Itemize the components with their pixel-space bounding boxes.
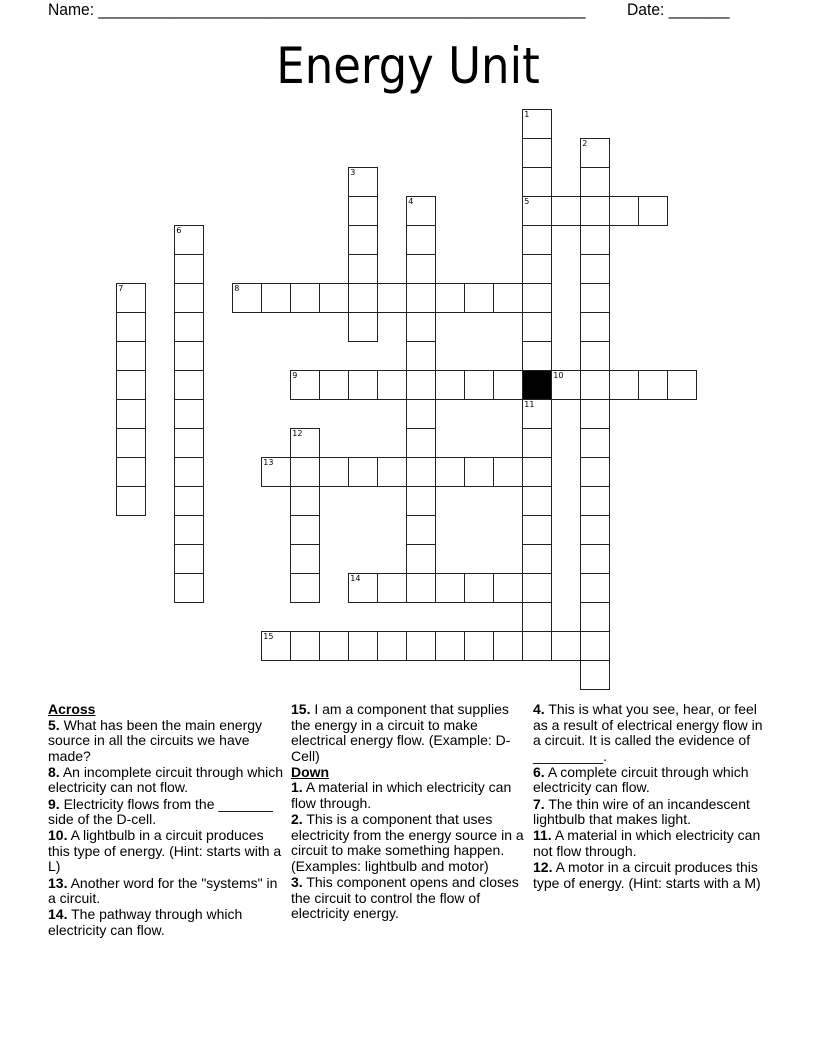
grid-cell[interactable]: [174, 225, 204, 255]
grid-cell[interactable]: [522, 573, 552, 603]
grid-cell[interactable]: [290, 457, 320, 487]
clue-across-14: 14. The pathway through which electricity can flow.: [48, 906, 243, 938]
clue-number: 11: [524, 400, 535, 410]
clue-number: 5: [524, 197, 530, 207]
grid-cell[interactable]: [406, 631, 436, 661]
grid-cell[interactable]: [580, 660, 610, 690]
grid-cell[interactable]: [522, 167, 552, 197]
grid-cell[interactable]: [580, 573, 610, 603]
grid-cell[interactable]: [522, 486, 552, 516]
grid-cell[interactable]: [638, 196, 668, 226]
grid-cell[interactable]: [406, 225, 436, 255]
clue-number: 3: [350, 168, 356, 178]
grid-cell[interactable]: [580, 486, 610, 516]
grid-cell[interactable]: [493, 457, 523, 487]
grid-cell[interactable]: [290, 486, 320, 516]
grid-cell[interactable]: [464, 457, 494, 487]
grid-cell[interactable]: [174, 254, 204, 284]
grid-cell[interactable]: [290, 573, 320, 603]
grid-cell[interactable]: [261, 631, 291, 661]
clue-number: 4: [408, 197, 414, 207]
grid-cell[interactable]: [290, 515, 320, 545]
grid-cell[interactable]: [522, 631, 552, 661]
grid-cell[interactable]: [261, 457, 291, 487]
grid-cell[interactable]: [580, 544, 610, 574]
grid-cell[interactable]: [580, 515, 610, 545]
grid-cell[interactable]: [522, 515, 552, 545]
clue-number: 13: [263, 458, 274, 468]
clue-across-13: 13. Another word for the "systems" in a circuit.: [48, 874, 278, 907]
clues-column-2: [291, 702, 531, 922]
page-title: Energy Unit: [276, 37, 540, 95]
grid-cell[interactable]: [174, 544, 204, 574]
grid-cell[interactable]: [522, 283, 552, 313]
grid-cell[interactable]: [435, 631, 465, 661]
grid-cell[interactable]: [116, 457, 146, 487]
grid-cell[interactable]: [580, 283, 610, 313]
grid-cell[interactable]: [580, 138, 610, 168]
clue-number: 15: [263, 632, 274, 642]
grid-cell[interactable]: [406, 399, 436, 429]
grid-cell[interactable]: [493, 283, 523, 313]
grid-cell[interactable]: [116, 428, 146, 458]
clue-across-5: 5. What has been the main energy source in all the circuits we have made?: [48, 716, 263, 764]
grid-cell[interactable]: [406, 196, 436, 226]
grid-cell[interactable]: [406, 515, 436, 545]
grid-cell[interactable]: [435, 370, 465, 400]
grid-cell[interactable]: [406, 486, 436, 516]
clue-down-4: 4. This is what you see, hear, or feel as a result of electrical energy flow in a circuit. It is called the evidence of _________.: [533, 701, 763, 764]
grid-cell[interactable]: [116, 486, 146, 516]
grid-cell[interactable]: [406, 573, 436, 603]
grid-cell[interactable]: [522, 341, 552, 371]
grid-cell[interactable]: [290, 370, 320, 400]
clues-column-1: [48, 702, 288, 939]
grid-cell[interactable]: [406, 457, 436, 487]
grid-cell[interactable]: [174, 486, 204, 516]
clue-across-8: 8. An incomplete circuit through which electricity can not flow.: [48, 763, 284, 796]
grid-cell[interactable]: [667, 370, 697, 400]
grid-cell[interactable]: [522, 602, 552, 632]
grid-cell[interactable]: [348, 283, 378, 313]
grid-cell[interactable]: [261, 283, 291, 313]
grid-cell[interactable]: [522, 254, 552, 284]
grid-cell[interactable]: [551, 631, 581, 661]
grid-cell[interactable]: [348, 370, 378, 400]
clue-number: 10: [553, 371, 564, 381]
grid-cell[interactable]: [551, 370, 581, 400]
grid-cell[interactable]: [522, 544, 552, 574]
grid-cell[interactable]: [319, 283, 349, 313]
grid-cell[interactable]: [406, 544, 436, 574]
grid-cell[interactable]: [580, 457, 610, 487]
grid-cell[interactable]: [290, 428, 320, 458]
grid-cell[interactable]: [580, 312, 610, 342]
grid-cell[interactable]: [522, 457, 552, 487]
grid-cell[interactable]: [522, 109, 552, 139]
grid-cell[interactable]: [580, 341, 610, 371]
grid-cell[interactable]: [319, 457, 349, 487]
grid-cell[interactable]: [580, 225, 610, 255]
grid-cell[interactable]: [116, 399, 146, 429]
grid-cell[interactable]: [348, 631, 378, 661]
grid-cell[interactable]: [406, 283, 436, 313]
grid-cell[interactable]: [348, 573, 378, 603]
grid-cell[interactable]: [377, 631, 407, 661]
grid-cell[interactable]: [116, 370, 146, 400]
clue-number: 9: [292, 371, 298, 381]
grid-cell[interactable]: [435, 283, 465, 313]
grid-cell[interactable]: [638, 370, 668, 400]
grid-cell[interactable]: [174, 370, 204, 400]
grid-cell[interactable]: [551, 196, 581, 226]
clue-down-6: 6. A complete circuit through which electricity can flow.: [533, 763, 749, 796]
date-field[interactable]: Date: _______: [627, 0, 730, 19]
clue-number: 6: [176, 226, 182, 236]
grid-cell[interactable]: [406, 254, 436, 284]
grid-cell[interactable]: [493, 573, 523, 603]
grid-cell[interactable]: [522, 196, 552, 226]
clue-across-9: 9. Electricity flows from the _______ side of the D-cell.: [48, 795, 273, 828]
grid-cell[interactable]: [174, 573, 204, 603]
grid-cell[interactable]: [174, 457, 204, 487]
grid-cell[interactable]: [377, 457, 407, 487]
grid-cell[interactable]: [174, 341, 204, 371]
grid-cell[interactable]: [493, 370, 523, 400]
grid-cell[interactable]: [406, 428, 436, 458]
clue-number: 14: [350, 574, 361, 584]
clue-down-3: 3. This component opens and closes the circuit to control the flow of electricity energy.: [291, 874, 519, 922]
grid-cell[interactable]: [522, 399, 552, 429]
grid-cell[interactable]: [522, 225, 552, 255]
grid-cell[interactable]: [174, 515, 204, 545]
grid-cell[interactable]: [348, 457, 378, 487]
clue-across-10: 10. A lightbulb in a circuit produces this type of energy. (Hint: starts with a L): [48, 827, 282, 875]
clue-down-11: 11. A material in which electricity can not flow through.: [533, 827, 761, 859]
grid-cell[interactable]: [522, 312, 552, 342]
grid-cell[interactable]: [116, 312, 146, 342]
grid-cell[interactable]: [609, 196, 639, 226]
clues-column-3: [533, 702, 773, 892]
grid-cell[interactable]: [580, 399, 610, 429]
grid-cell[interactable]: [580, 631, 610, 661]
name-field[interactable]: Name: ________________________________________________________: [48, 0, 586, 19]
grid-cell[interactable]: [580, 167, 610, 197]
grid-cell[interactable]: [377, 573, 407, 603]
grid-cell[interactable]: [464, 631, 494, 661]
clue-down-1: 1. A material in which electricity can flow through.: [291, 779, 512, 812]
grid-cell[interactable]: [116, 283, 146, 313]
grid-cell[interactable]: [522, 428, 552, 458]
grid-cell[interactable]: [290, 283, 320, 313]
grid-cell[interactable]: [348, 225, 378, 255]
grid-cell[interactable]: [348, 312, 378, 342]
across-heading: Across: [48, 701, 96, 717]
grid-cell[interactable]: [174, 428, 204, 458]
grid-cell[interactable]: [464, 573, 494, 603]
clue-number: 8: [234, 284, 240, 294]
grid-cell[interactable]: [319, 370, 349, 400]
clue-down-12: 12. A motor in a circuit produces this type of energy. (Hint: starts with a M): [533, 858, 761, 891]
grid-cell[interactable]: [406, 341, 436, 371]
grid-cell[interactable]: [174, 283, 204, 313]
grid-cell[interactable]: [348, 167, 378, 197]
clue-down-2: 2. This is a component that uses electricity from the energy source in a circuit to make something happen. (Examples: lightbulb and motor): [291, 811, 524, 874]
grid-cell[interactable]: [580, 602, 610, 632]
grid-cell[interactable]: [290, 631, 320, 661]
grid-cell[interactable]: [580, 254, 610, 284]
grid-cell[interactable]: [348, 196, 378, 226]
grid-cell[interactable]: [377, 283, 407, 313]
clue-number: 1: [524, 110, 530, 120]
grid-cell[interactable]: [319, 631, 349, 661]
grid-cell[interactable]: [580, 428, 610, 458]
grid-cell[interactable]: [174, 399, 204, 429]
grid-cell[interactable]: [348, 254, 378, 284]
grid-cell[interactable]: [406, 312, 436, 342]
grid-cell[interactable]: [609, 370, 639, 400]
clue-number: 2: [582, 139, 588, 149]
grid-cell[interactable]: [435, 457, 465, 487]
grid-cell[interactable]: [116, 341, 146, 371]
clue-number: 7: [118, 284, 124, 294]
grid-cell[interactable]: [464, 283, 494, 313]
grid-cell[interactable]: [290, 544, 320, 574]
grid-cell[interactable]: [232, 283, 262, 313]
grid-cell[interactable]: [493, 631, 523, 661]
clue-down-7: 7. The thin wire of an incandescent lightbulb that makes light.: [533, 795, 750, 828]
grid-cell[interactable]: [406, 370, 436, 400]
grid-cell[interactable]: [377, 370, 407, 400]
black-cell: [522, 370, 552, 400]
grid-cell[interactable]: [580, 370, 610, 400]
grid-cell[interactable]: [464, 370, 494, 400]
grid-cell[interactable]: [580, 196, 610, 226]
grid-cell[interactable]: [522, 138, 552, 168]
clue-across-15: 15. I am a component that supplies the energy in a circuit to make electrical energy flow. (Example: D-Cell): [291, 701, 511, 764]
clue-number: 12: [292, 429, 303, 439]
down-heading: Down: [291, 763, 330, 780]
grid-cell[interactable]: [174, 312, 204, 342]
grid-cell[interactable]: [435, 573, 465, 603]
